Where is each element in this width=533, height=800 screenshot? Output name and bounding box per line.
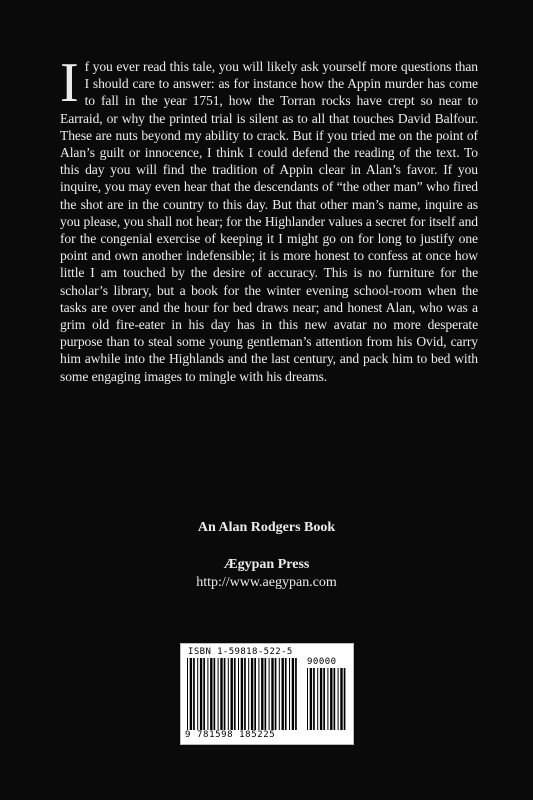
barcode-bar — [275, 658, 277, 730]
barcode-bar — [269, 658, 270, 730]
barcode-bar — [320, 668, 322, 730]
barcode-bar — [228, 658, 229, 730]
barcode-bar — [238, 658, 239, 730]
barcode-bar — [197, 658, 198, 730]
barcode-bar — [265, 658, 267, 730]
ean-barcode-bars — [187, 658, 299, 730]
barcode-bar — [224, 658, 226, 730]
barcode-bar — [234, 658, 236, 730]
barcode-bar — [203, 658, 205, 730]
publisher-url[interactable]: http://www.aegypan.com — [196, 575, 337, 590]
barcode-bar — [338, 668, 339, 730]
barcode-bar — [261, 658, 263, 730]
barcode-bar — [200, 658, 202, 730]
barcode-bar — [330, 668, 332, 730]
barcode-bar — [340, 668, 342, 730]
barcode-bar — [193, 658, 195, 730]
barcode-bar — [271, 658, 273, 730]
ean-number: 9 781598 185225 — [185, 730, 276, 740]
barcode-bar — [187, 658, 188, 730]
barcode-bar — [344, 668, 346, 730]
isbn-barcode — [180, 643, 354, 745]
barcode-bar — [214, 658, 216, 730]
blurb-text: f you ever read this tale, you will likely ask yourself more questions than I should care to answer: as for instance how the Appin murder has come to fall in the year 1751, how the Torran rocks have crept so near to Earraid, or why the printed trial is silent as to all that touches David Balfour. These are nuts beyond my ability to crack. But if you tried me on the point of Alan’s guilt or innocence, I think I could defend the reading of the text. To this day you will find the tradition of Appin clear in Alan’s favor. If you inquire, you may even hear that the descendants of “the other man” who fired the shot are in the country to this day. But that other man’s name, inquire as you please, you shall not hear; for the Highlander values a secret for itself and for the congenial exercise of keeping it I might go on for long to justify one point and own another indefensible; it is more honest to confess at once how little I am touched by the desire of accuracy. This is no furniture for the scholar’s library, but a book for the winter evening school-room when the tasks are over and the hour for bed draws near; and honest Alan, who was a grim old fire-eater in his day has in this new avatar no more desperate purpose than to steal some young gentleman’s attention from his Ovid, carry him awhile into the Highlands and the last century, and pack him to bed with some engaging images to mingle with his dreams. — [60, 59, 478, 384]
blurb-paragraph — [60, 52, 478, 385]
barcode-bar — [282, 658, 284, 730]
barcode-bar — [327, 668, 328, 730]
barcode-bar — [289, 658, 290, 730]
barcode-bar — [254, 658, 256, 730]
barcode-bar — [248, 658, 249, 730]
barcode-bar — [207, 658, 208, 730]
series-credit: An Alan Rodgers Book — [197, 520, 336, 535]
barcode-bar — [258, 658, 259, 730]
price-barcode-bars — [307, 668, 347, 730]
barcode-bar — [220, 658, 222, 730]
barcode-bar — [279, 658, 280, 730]
barcode-bar — [251, 658, 253, 730]
barcode-bar — [231, 658, 233, 730]
barcode-bar — [310, 668, 312, 730]
drop-cap: I — [60, 52, 79, 114]
barcode-bar — [292, 658, 294, 730]
barcode-bar — [323, 668, 325, 730]
barcode-bar — [285, 658, 287, 730]
barcode-bar — [317, 668, 318, 730]
barcode-bar — [313, 668, 315, 730]
barcode-bar — [210, 658, 212, 730]
price-code: 90000 — [307, 657, 337, 667]
isbn-label: ISBN 1-59818-522-5 — [188, 647, 293, 657]
barcode-bar — [218, 658, 219, 730]
barcode-bar — [190, 658, 192, 730]
barcode-bar — [241, 658, 243, 730]
barcode-bar — [307, 668, 308, 730]
barcode-bar — [244, 658, 246, 730]
barcode-bar — [295, 658, 297, 730]
barcode-bar — [334, 668, 336, 730]
publisher-name: Ægypan Press — [223, 557, 310, 572]
